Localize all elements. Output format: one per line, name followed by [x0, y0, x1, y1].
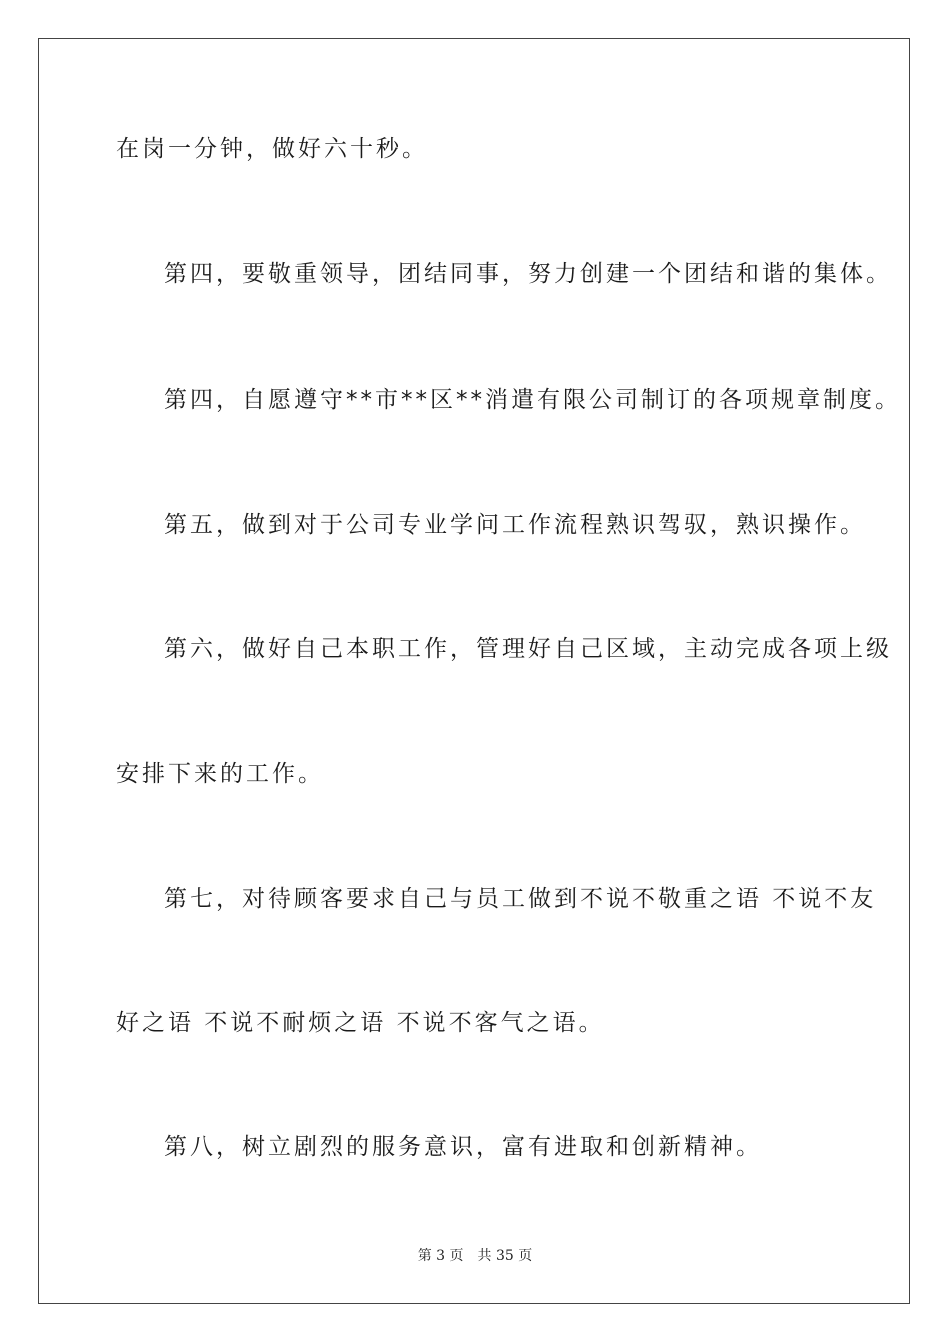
text-line: 在岗一分钟，做好六十秒。 [116, 136, 428, 162]
page-number: 第 3 页 [417, 1248, 464, 1264]
paragraph-line: 第五，做到对于公司专业学问工作流程熟识驾驭，熟识操作。 [164, 512, 866, 538]
paragraph-line: 第四，自愿遵守**市**区**消遣有限公司制订的各项规章制度。 [164, 387, 901, 413]
paragraph-line: 第七，对待顾客要求自己与员工做到不说不敬重之语 不说不友 [164, 886, 877, 912]
page-border [38, 38, 910, 1304]
paragraph-line: 第六，做好自己本职工作，管理好自己区域，主动完成各项上级 [164, 636, 892, 662]
text-line: 安排下来的工作。 [116, 761, 324, 787]
paragraph-line: 第四，要敬重领导，团结同事，努力创建一个团结和谐的集体。 [164, 261, 892, 287]
page-footer [0, 1246, 950, 1266]
text-line: 好之语 不说不耐烦之语 不说不客气之语。 [116, 1010, 605, 1036]
page-total: 共 35 页 [477, 1248, 533, 1264]
paragraph-line: 第八，树立剧烈的服务意识，富有进取和创新精神。 [164, 1134, 762, 1160]
